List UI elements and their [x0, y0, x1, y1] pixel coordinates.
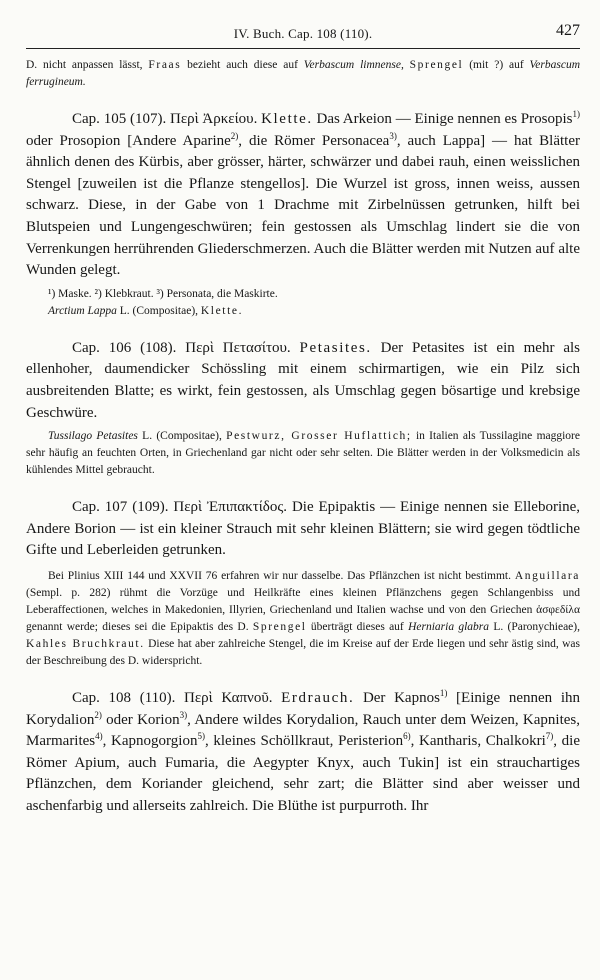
greek-title: Περὶ Ἐπιπακτίδος. [173, 499, 288, 516]
chapter-heading: Cap. 105 (107). [72, 111, 167, 127]
greek-title: Περὶ Πετασίτου. [185, 339, 291, 356]
chapter-106-note: Tussilago Petasites L. (Compositae), Pestwurz, Grosser Huflattich; in Italien als Tussilagine maggiore sehr häufig an feuchten Orten, in Griechenland gar nicht oder sehr selten. Die Blätter werden in der Volksmedicin als kühlendes Mittel gebraucht. [26, 430, 580, 477]
running-head [26, 22, 580, 46]
footnote-ref: 3) [179, 709, 188, 720]
chapter-heading: Cap. 106 (108). [72, 339, 177, 356]
plant-name: Petasites. [299, 339, 372, 356]
greek-title: Περὶ Καπνοῦ. [184, 689, 273, 706]
author-name: Sprengel [409, 59, 464, 71]
chapter-107-note: Bei Plinius XIII 144 und XXVII 76 erfahren wir nur dasselbe. Das Pflänzchen ist nicht bestimmt. Anguillara (Sempl. p. 282) rühmt die Vorzüge und Heilkräfte eines kleinen Pflänzchens gegen Schlangenbiss und Leberaffectionen, welches in Makedonien, Illyrien, Griechenland und Italien wachse und von den Griechen ἀσφεδίλα genannt werde; dieses sei die Epipaktis des D. Sprengel überträgt dieses auf Herniaria glabra L. (Paronychieae), Kahles Bruchkraut. Diese hat aber zahlreiche Stengel, die im Kreise auf der Erde liegen und sehr ästig sind, was der Beschreibung des D. widerspricht. [26, 569, 580, 667]
chapter-107-paragraph: Cap. 107 (109). Περὶ Ἐπιπακτίδος. Die Epipaktis — Einige nennen sie Elleborine, Andere Borion — ist ein kleiner Strauch mit sehr kleinen Blättern; sie wird gegen tödtliche Gifte und Leberleiden getrunken. [26, 499, 581, 559]
footnote-ref: 2) [230, 130, 239, 141]
footnote-line: ¹) Maske. ²) Klebkraut. ³) Personata, die Maskirte. [48, 287, 278, 300]
footnote-ref: 1) [572, 109, 580, 119]
footnote-ref: 4) [95, 731, 103, 742]
author-name: Fraas [148, 59, 182, 71]
footnote-ref: 5) [197, 731, 205, 742]
greek-title: Περὶ Ἀρκείου. [170, 111, 258, 127]
header-rule [26, 48, 580, 49]
plant-name: Erdrauch. [281, 689, 355, 706]
chapter-heading: Cap. 108 (110). [72, 689, 176, 706]
footnote-ref: 7) [545, 731, 554, 742]
chapter-105-footnotes [26, 286, 580, 320]
footnote-ref: 6) [403, 731, 411, 742]
plant-name: Klette. [261, 111, 313, 127]
footnote-ref: 3) [389, 130, 397, 141]
species-name: Verbascum limnense, [303, 59, 404, 71]
chapter-105-paragraph: Cap. 105 (107). Περὶ Ἀρκείου. Klette. Das Arkeion — Einige nennen es Prosopis$^{1)}$ oder Prosopion [Andere Aparine$^{2)}$, die Römer Personacea$^{3)}$, auch Lappa] — hat Blätter ähnlich denen des Kürbis, aber grösser, härter, schwärzer und dabei rauh, einen weisslichen Stengel [zuweilen ist die Pflanze stengellos]. Die Wurzel ist gross, innen weiss, aussen schwarz. Diese, in der Gabe von 1 Drachme mit Zirbelnüssen getrunken, hilft bei Blutspeien und Lungengeschwüren; fein gestossen als Umschlag lindert sie die von Verrenkungen herrührenden Gliederschmerzen. Auch die Blätter werden mit Nutzen auf alte Wunden gelegt. [26, 109, 580, 279]
page-number: 427 [556, 22, 580, 39]
running-title: IV. Buch. Cap. 108 (110). [233, 26, 373, 41]
intro-note: D. nicht anpassen lässt, Fraas bezieht auch diese auf Verbascum limnense, Sprengel (mit ?) auf Verbascum ferrugineum. [26, 59, 580, 88]
identification-note: Arctium Lappa L. (Compositae), Klette. [48, 304, 244, 317]
chapter-106-paragraph: Cap. 106 (108). Περὶ Πετασίτου. Petasites. Der Petasites ist ein mehr als ellenhoher, daumendicker Schössling mit einem schirmartigen, wie ein Pilz sich ausbreitenden Blatte; es wirkt, fein gestossen, als Umschlag gegen bösartige und krebsige Geschwüre. [26, 339, 580, 421]
chapter-108-paragraph: Cap. 108 (110). Περὶ Καπνοῦ. Erdrauch. Der Kapnos$^{1)}$ [Einige nennen ihn Korydalion$^{2)}$ oder Korion$^{3)}$, Andere wildes Korydalion, Rauch unter dem Weizen, Kapnites, Marmarites$^{4)}$, Kapnogorgion$^{5)}$, kleines Schöllkraut, Peristerion$^{6)}$, Kantharis, Chalkokri$^{7)}$, die Römer Apium, auch Fumaria, die Aegypter Knyx, auch Tukin] ist ein strauchartiges Pflänzchen, dem Koriander gleichend, sehr zart; die Blätter sind aber weisser und aschenfarbig und allerseits zahlreich. Die Blüthe ist purpurroth. Ihr [26, 687, 580, 814]
chapter-heading: Cap. 107 (109). [72, 499, 169, 516]
species-name: Verbascum ferrugineum. [26, 59, 580, 88]
footnote-ref: 1) [439, 687, 448, 698]
footnote-ref: 2) [94, 709, 102, 720]
